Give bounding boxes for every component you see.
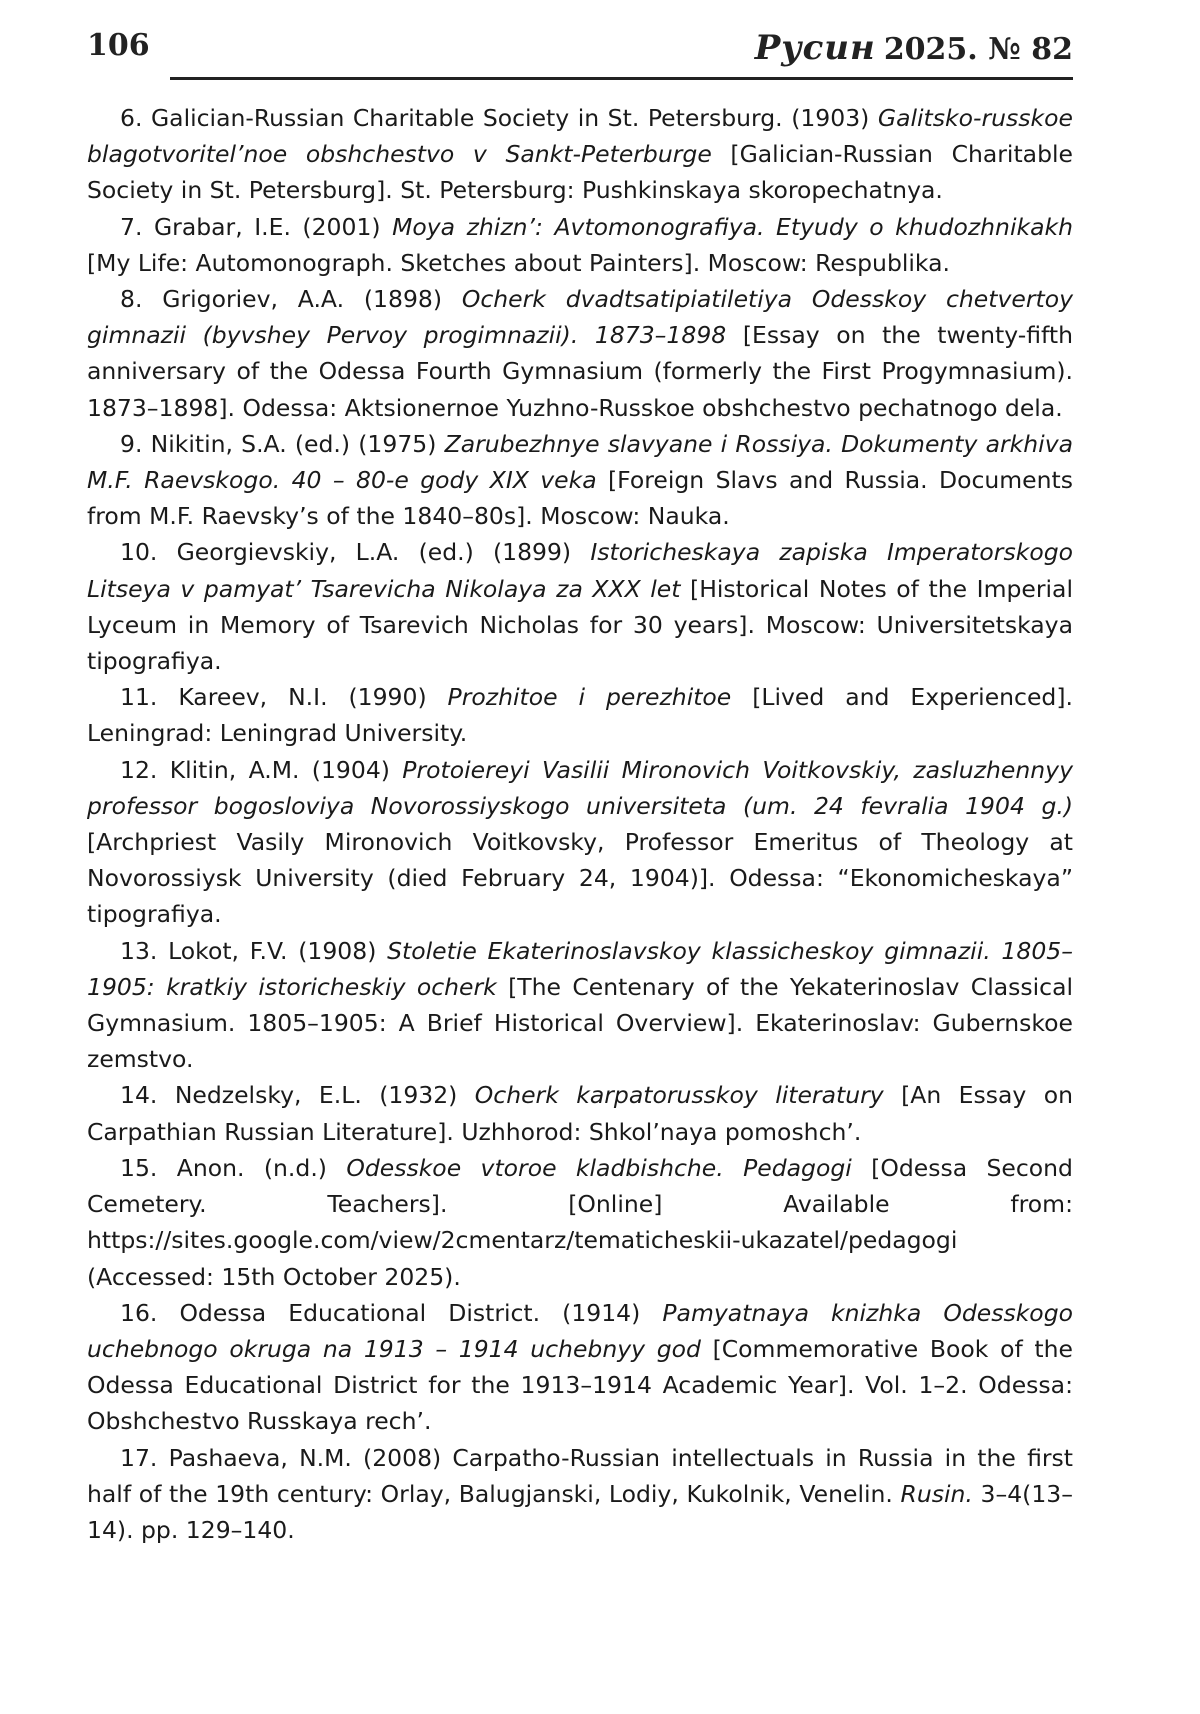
reference-item — [87, 1440, 1073, 1549]
reference-title: Pamyatnaya knizhka Odesskogo uchebnogo okruga na 1913 – 1914 uchebnyy god — [87, 1298, 1073, 1363]
reference-title: Galitsko-russkoe blagotvoritel’noe obshchestvo v Sankt-Peterburge — [87, 104, 1073, 169]
reference-author: Odessa Educational District. (1914) — [179, 1298, 663, 1327]
reference-author: Galician-Russian Charitable Society in St. Petersburg. (1903) — [150, 104, 878, 132]
reference-details: [Odessa Second Cemetery. Teachers]. [Online] Available from: https://sites.google.com/view/2cmentarz/tematicheskii-ukazatel/pedagogi (Accessed: 15th October 2025). — [87, 1153, 1073, 1291]
reference-details: [Essay on the twenty-fifth anniversary of the Odessa Fourth Gymnasium (formerly the First Progymnasium). 1873–1898]. Odessa: Aktsionernoe Yuzhno-Russkoe obshchestvo pechatnogo dela. — [87, 321, 1073, 422]
reference-author: Georgievskiy, L.A. (ed.) (1899) — [176, 538, 591, 567]
reference-title: Rusin. — [900, 1479, 973, 1508]
reference-number: 7. — [120, 212, 143, 241]
reference-details: [An Essay on Carpathian Russian Literature]. Uzhhorod: Shkol’naya pomoshch’. — [87, 1081, 1073, 1146]
journal-name: Русин — [754, 28, 876, 68]
reference-author: Nikitin, S.A. (ed.) (1975) — [150, 429, 445, 458]
reference-author: Pashaeva, N.M. (2008) Carpatho-Russian intellectuals in Russia in the first half of the 19th century: Orlay, Balugjanski, Lodiy, Kukolnik, Venelin. — [87, 1443, 1073, 1508]
reference-details: [Galician-Russian Charitable Society in St. Petersburg]. St. Petersburg: Pushkinskaya skoropechatnya. — [87, 140, 1073, 205]
running-header — [87, 28, 1073, 80]
reference-details: [The Centenary of the Yekaterinoslav Classical Gymnasium. 1805–1905: A Brief Historical Overview]. Ekaterinoslav: Gubernskoe zemstvo. — [87, 972, 1073, 1074]
reference-title: Stoletie Ekaterinoslavskoy klassicheskoy gimnazii. 1805–1905: kratkiy istoricheskiy ocherk — [87, 936, 1073, 1001]
reference-title: Ocherk dvadtsatipiatiletiya Odesskoy chetvertoy gimnazii (byvshey Pervoy progimnazii). 1873–1898 — [87, 285, 1073, 350]
reference-title: Odesskoe vtoroe kladbishche. Pedagogi — [346, 1153, 852, 1182]
reference-title: Moya zhizn’: Avtomonografiya. Etyudy o khudozhnikakh — [392, 212, 1073, 241]
reference-number: 6. — [120, 104, 143, 132]
reference-author: Nedzelsky, E.L. (1932) — [174, 1081, 475, 1110]
reference-author: Lokot, F.V. (1908) — [168, 936, 388, 965]
reference-item — [87, 426, 1073, 535]
reference-details: 3–4(13–14). pp. 129–140. — [87, 1479, 1073, 1544]
reference-details: [Foreign Slavs and Russia. Documents from M.F. Raevsky’s of the 1840–80s]. Moscow: Nauka. — [87, 466, 1073, 531]
journal-title — [755, 28, 1073, 68]
reference-title: Zarubezhnye slavyane i Rossiya. Dokumenty arkhiva M.F. Raevskogo. 40 – 80-e gody XIX veka — [87, 429, 1074, 495]
reference-author: Anon. (n.d.) — [176, 1153, 347, 1182]
reference-number: 11. — [120, 683, 158, 712]
reference-item — [87, 933, 1073, 1078]
reference-title: Protoiereyi Vasilii Mironovich Voitkovskiy, zasluzhennyy professor bogosloviya Novorossiyskogo universiteta (um. 24 fevralia 1904 g.) — [87, 755, 1073, 820]
header-rule — [170, 77, 1073, 80]
reference-item — [87, 679, 1073, 751]
reference-number: 10. — [120, 538, 158, 567]
reference-author: Klitin, A.M. (1904) — [169, 755, 403, 784]
reference-number: 17. — [120, 1443, 158, 1472]
reference-author: Grigoriev, A.A. (1898) — [162, 285, 462, 314]
reference-number: 13. — [120, 936, 158, 965]
reference-item — [87, 752, 1073, 933]
reference-number: 15. — [120, 1153, 158, 1182]
reference-item — [87, 100, 1073, 209]
reference-details: [My Life: Automonograph. Sketches about Painters]. Moscow: Respublika. — [87, 248, 950, 277]
reference-number: 16. — [120, 1298, 158, 1327]
reference-details: [Archpriest Vasily Mironovich Voitkovsky, Professor Emeritus of Theology at Novorossiysk University (died February 24, 1904)]. Odessa: “Ekonomicheskaya” tipografiya. — [87, 828, 1073, 929]
reference-author: Grabar, I.E. (2001) — [153, 212, 393, 241]
reference-item — [87, 209, 1073, 281]
journal-issue: 2025. № 82 — [883, 32, 1073, 67]
reference-details: [Lived and Experienced]. Leningrad: Leningrad University. — [87, 683, 1073, 748]
page-number: 106 — [87, 28, 150, 63]
reference-details: [Commemorative Book of the Odessa Educational District for the 1913–1914 Academic Year]. Vol. 1–2. Odessa: Obshchestvo Russkaya rech’. — [87, 1334, 1073, 1436]
reference-list — [87, 100, 1073, 1548]
reference-item — [87, 1295, 1073, 1440]
reference-title: Ocherk karpatorusskoy literatury — [474, 1081, 884, 1110]
reference-item — [87, 1077, 1073, 1149]
reference-title: Prozhitoe i perezhitoe — [447, 683, 732, 712]
reference-title: Istoricheskaya zapiska Imperatorskogo Litseya v pamyat’ Tsarevicha Nikolaya za XXX let — [87, 538, 1073, 603]
reference-item — [87, 281, 1073, 426]
reference-author: Kareev, N.I. (1990) — [178, 683, 448, 712]
reference-item — [87, 534, 1073, 679]
reference-number: 9. — [120, 429, 143, 458]
reference-number: 12. — [120, 755, 158, 784]
reference-item — [87, 1150, 1073, 1295]
reference-details: [Historical Notes of the Imperial Lyceum in Memory of Tsarevich Nicholas for 30 years]. Moscow: Universitetskaya tipografiya. — [87, 574, 1073, 676]
reference-number: 8. — [120, 285, 143, 314]
reference-number: 14. — [120, 1081, 158, 1110]
